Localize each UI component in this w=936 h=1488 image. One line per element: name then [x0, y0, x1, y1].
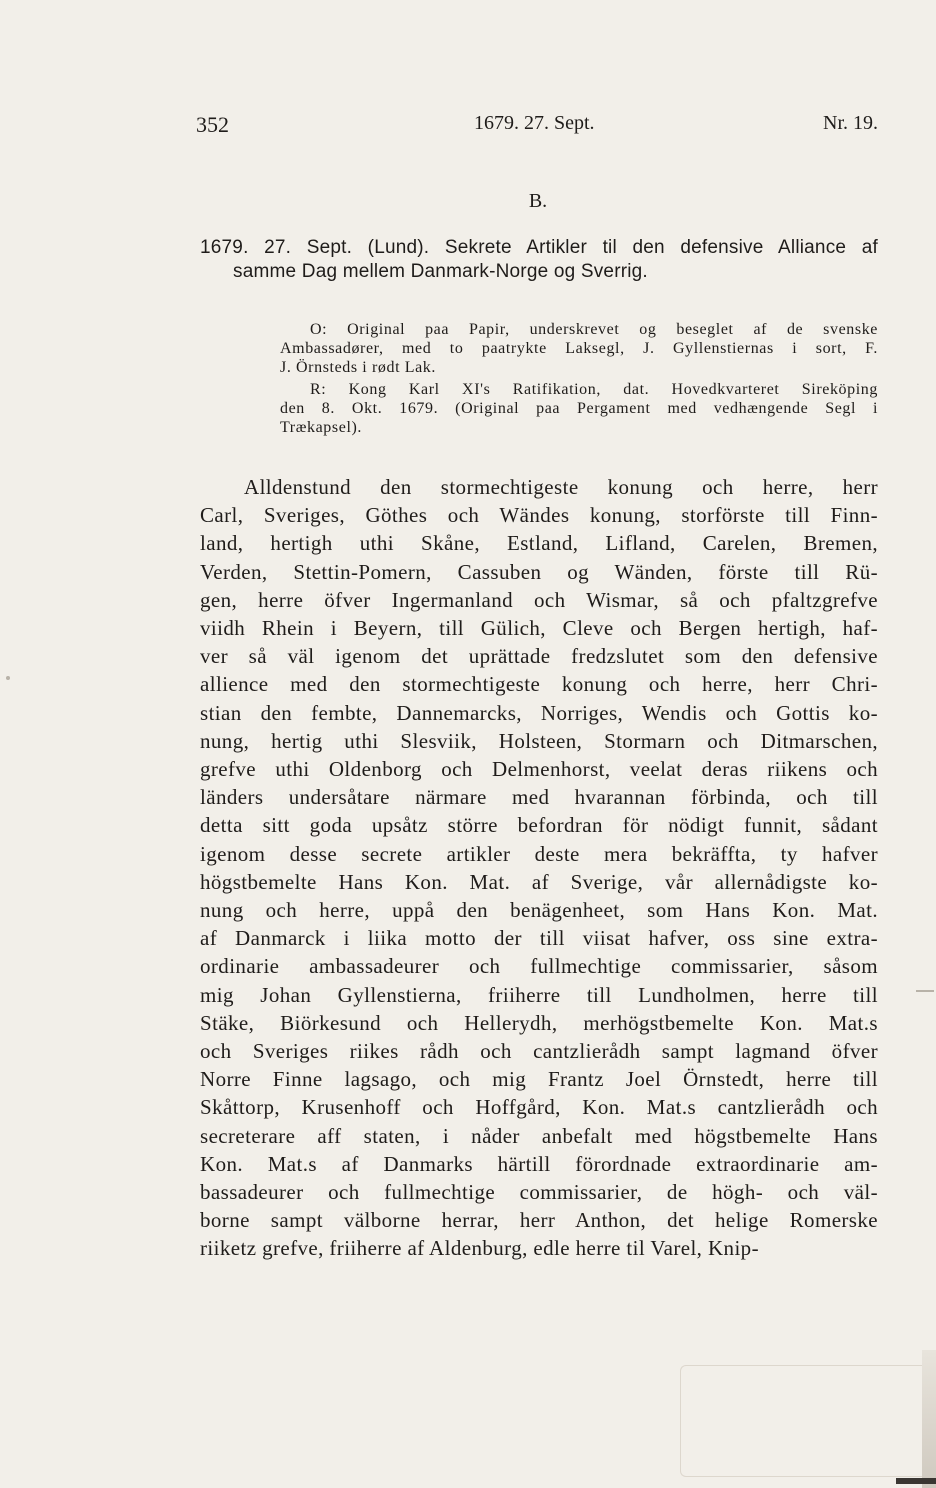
body-line: af Danmarck i liika motto der till viisat hafver, oss sine extra- [200, 926, 878, 951]
body-line: viidh Rhein i Beyern, till Gülich, Cleve och Bergen hertigh, haf- [200, 616, 878, 641]
title-line: samme Dag mellem Danmark-Norge og Sverrig. [233, 261, 648, 282]
body-line: grefve uthi Oldenborg och Delmenhorst, veelat deras riikens och [200, 757, 878, 782]
body-line: detta sitt goda upsåtz större befordran för nödigt funnit, sådant [200, 813, 878, 838]
body-line: stian den fembte, Dannemarcks, Norriges, Wendis och Gottis ko- [200, 700, 878, 725]
body-line: allience med den stormechtigeste konung och herre, herr Chri- [200, 672, 878, 697]
note-line: Trækapsel). [280, 419, 363, 436]
page-number: 352 [196, 112, 229, 137]
page-corner-mark [680, 1365, 936, 1477]
body-line: land, hertigh uthi Skåne, Estland, Lifland, Carelen, Bremen, [200, 531, 878, 556]
document-title [200, 236, 878, 284]
body-line: Kon. Mat.s af Danmarks härtill förordnade extraordinarie am- [200, 1151, 878, 1176]
body-line: Alldenstund den stormechtigeste konung och herre, herr [244, 475, 878, 499]
body-line: bassadeurer och fullmechtige commissarier, de högh- och väl- [200, 1180, 878, 1205]
margin-mark [6, 676, 10, 680]
header-date: 1679. 27. Sept. [474, 112, 595, 134]
section-letter: B. [528, 190, 548, 212]
margin-mark [916, 990, 934, 992]
body-line: högstbemelte Hans Kon. Mat. af Sverige, vår allernådigste ko- [200, 869, 878, 894]
note-line: J. Örnsteds i rødt Lak. [280, 359, 437, 376]
body-line: secreterare aff staten, i nåder anbefalt med högstbemelte Hans [200, 1123, 878, 1148]
body-line: Stäke, Biörkesund och Hellerydh, merhögstbemelte Kon. Mat.s [200, 1010, 878, 1035]
body-line: Verden, Stettin-Pomern, Cassuben og Wänden, förste till Rü- [200, 559, 878, 584]
note-line: O: Original paa Papir, underskrevet og beseglet af de svenske [310, 321, 878, 338]
body-line: ordinarie ambassadeurer och fullmechtige commissarier, såsom [200, 954, 878, 979]
body-line: länders undersåtare närmare med hvarannan förbinda, och till [200, 785, 878, 810]
body-line: ver så väl igenom det uprättade fredzslutet som den defensive [200, 644, 878, 669]
note-ratification [280, 380, 878, 437]
body-line: igenom desse secrete artikler deste mera bekräffta, ty hafver [200, 841, 878, 866]
body-line: mig Johan Gyllenstierna, friiherre till Lundholmen, herre till [200, 982, 878, 1007]
document-number: Nr. 19. [823, 112, 878, 134]
body-line: Norre Finne lagsago, och mig Frantz Joel Örnstedt, herre till [200, 1067, 878, 1092]
body-line: nung och herre, uppå den benägenheet, som Hans Kon. Mat. [200, 898, 878, 923]
body-line: nung, hertig uthi Slesviik, Holsteen, Stormarn och Ditmarschen, [200, 728, 878, 753]
note-line: Ambassadører, med to paatrykte Laksegl, J. Gyllenstiernas i sort, F. [280, 340, 878, 357]
body-line: Skåttorp, Krusenhoff och Hoffgård, Kon. Mat.s cantzlierådh och [200, 1095, 878, 1120]
title-line: 1679. 27. Sept. (Lund). Sekrete Artikler til den defensive Alliance af [200, 237, 878, 258]
body-line: borne sampt välborne herrar, herr Anthon, det helige Romerske [200, 1208, 878, 1233]
page-edge-shadow [922, 1350, 936, 1488]
body-line: Carl, Sveriges, Göthes och Wändes konung, storförste till Finn- [200, 503, 878, 528]
note-original [280, 320, 878, 377]
note-line: den 8. Okt. 1679. (Original paa Pergament med vedhængende Segl i [280, 400, 878, 417]
body-text [200, 473, 878, 1263]
note-line: R: Kong Karl XI's Ratifikation, dat. Hovedkvarteret Sireköping [310, 381, 878, 398]
body-line: riiketz grefve, friiherre af Aldenburg, edle herre til Varel, Knip- [200, 1236, 759, 1261]
page-edge-strip [896, 1478, 936, 1484]
body-line: och Sveriges riikes rådh och cantzlierådh sampt lagmand öfver [200, 1039, 878, 1064]
body-line: gen, herre öfver Ingermanland och Wismar, så och pfaltzgrefve [200, 587, 878, 612]
